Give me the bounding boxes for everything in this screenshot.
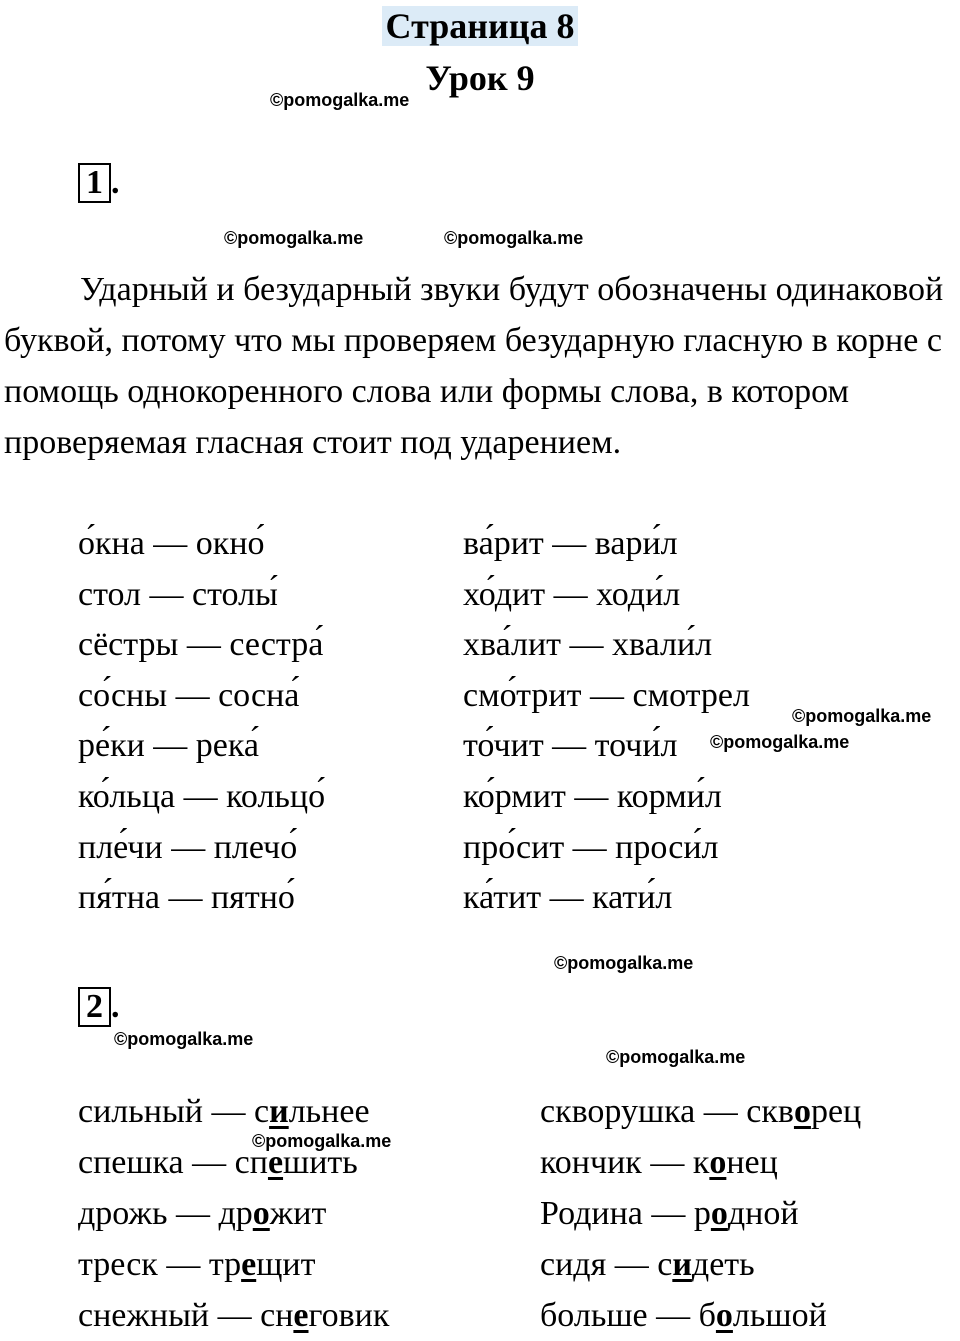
watermark: ©pomogalka.me bbox=[792, 706, 932, 726]
word-pair bbox=[540, 1086, 861, 1137]
word-pair bbox=[540, 1239, 861, 1290]
watermark: ©pomogalka.me bbox=[710, 732, 850, 752]
task-2-number-box: 2 bbox=[78, 987, 111, 1027]
watermark: ©pomogalka.me bbox=[270, 90, 410, 110]
task-1-text: Ударный и безударный звуки будут обозначены одинаковой буквой, потому что мы проверяем безударную гласную в корне с помощь однокоренного слова или формы слова, в котором проверяемая гласная стоит под ударением. bbox=[4, 271, 944, 461]
checked-letter: и bbox=[672, 1246, 692, 1283]
dash: — bbox=[217, 1297, 252, 1334]
dash: — bbox=[192, 1144, 227, 1181]
watermark: ©pomogalka.me bbox=[224, 228, 364, 248]
word-before: тр bbox=[208, 1246, 242, 1283]
word-pair: пя́тна — пятно́ bbox=[78, 879, 295, 917]
dash: — bbox=[175, 1195, 210, 1232]
word-pair bbox=[540, 1188, 861, 1239]
word-after: деть bbox=[691, 1246, 755, 1283]
word-before: р bbox=[693, 1195, 711, 1232]
word-before: с bbox=[254, 1093, 270, 1130]
word-pair: пле́чи — плечо́ bbox=[78, 828, 298, 866]
word-after: рец bbox=[810, 1093, 862, 1130]
word-pair: хва́лит — хвали́л bbox=[463, 626, 713, 664]
word-pair bbox=[78, 1290, 389, 1341]
word-pair: ко́рмит — корми́л bbox=[463, 777, 722, 815]
word: скворушка bbox=[540, 1093, 696, 1130]
dash: — bbox=[211, 1093, 246, 1130]
word-after: льшой bbox=[732, 1297, 827, 1334]
checked-letter: о bbox=[793, 1093, 811, 1130]
word-before: скв bbox=[746, 1093, 794, 1130]
dash: — bbox=[656, 1297, 691, 1334]
word-before: б bbox=[698, 1297, 716, 1334]
task-1-number: 1 . bbox=[78, 163, 120, 203]
word-pair: ка́тит — кати́л bbox=[463, 879, 673, 917]
word-pair: то́чит — точи́л bbox=[463, 727, 678, 765]
word-pair: про́сит — проси́л bbox=[463, 828, 719, 866]
word: кончик bbox=[540, 1144, 642, 1181]
checked-letter: о bbox=[709, 1144, 727, 1181]
word-pair bbox=[78, 1239, 389, 1290]
checked-letter: о bbox=[710, 1195, 728, 1232]
word-pair bbox=[78, 1137, 389, 1188]
word-pair: сёстры — сестра́ bbox=[78, 626, 324, 664]
checked-letter: и bbox=[269, 1093, 289, 1130]
task-1-right-column bbox=[463, 519, 750, 924]
word-before: к bbox=[692, 1144, 710, 1181]
word-after: щит bbox=[256, 1246, 316, 1283]
checked-letter: о bbox=[715, 1297, 733, 1334]
word-pair bbox=[78, 1086, 389, 1137]
dash: — bbox=[651, 1195, 686, 1232]
word-pair bbox=[540, 1137, 861, 1188]
word-before: сн bbox=[260, 1297, 294, 1334]
word: сильный bbox=[78, 1093, 203, 1130]
page-title-text: Страница 8 bbox=[382, 6, 579, 46]
page-title bbox=[0, 6, 960, 46]
word-pair: ко́льца — кольцо́ bbox=[78, 777, 326, 815]
word-before: сп bbox=[234, 1144, 268, 1181]
dash: — bbox=[650, 1144, 685, 1181]
checked-letter: о bbox=[252, 1195, 270, 1232]
word: больше bbox=[540, 1297, 648, 1334]
watermark: ©pomogalka.me bbox=[554, 953, 694, 973]
word-pair bbox=[540, 1290, 861, 1341]
word-after: льнее bbox=[288, 1093, 370, 1130]
checked-letter: е bbox=[293, 1297, 309, 1334]
word-after: нец bbox=[726, 1144, 778, 1181]
word-pair: стол — столы́ bbox=[78, 575, 278, 613]
word: снежный bbox=[78, 1297, 210, 1334]
word-before: с bbox=[657, 1246, 673, 1283]
word-pair: со́сны — сосна́ bbox=[78, 676, 300, 714]
word: спешка bbox=[78, 1144, 184, 1181]
word: сидя bbox=[540, 1246, 607, 1283]
dash: — bbox=[614, 1246, 649, 1283]
word-after: жит bbox=[269, 1195, 327, 1232]
checked-letter: е bbox=[267, 1144, 284, 1181]
watermark: ©pomogalka.me bbox=[444, 228, 584, 248]
dash: — bbox=[703, 1093, 738, 1130]
watermark: ©pomogalka.me bbox=[114, 1029, 254, 1049]
word-after: дной bbox=[727, 1195, 799, 1232]
word: треск bbox=[78, 1246, 158, 1283]
lesson-title: Урок 9 bbox=[425, 58, 535, 98]
watermark: ©pomogalka.me bbox=[606, 1047, 746, 1067]
checked-letter: е bbox=[241, 1246, 257, 1283]
dash: — bbox=[166, 1246, 201, 1283]
word-after: шить bbox=[283, 1144, 358, 1181]
task-1-number-box: 1 bbox=[78, 163, 111, 203]
word-before: др bbox=[218, 1195, 253, 1232]
task-1-left-column bbox=[78, 519, 325, 924]
word: Родина bbox=[540, 1195, 643, 1232]
word-after: говик bbox=[308, 1297, 390, 1334]
word-pair: ре́ки — река́ bbox=[78, 727, 259, 765]
task-2-number: 2 . bbox=[78, 987, 120, 1027]
word: дрожь bbox=[78, 1195, 168, 1232]
word-pair: о́кна — окно́ bbox=[78, 525, 265, 562]
task-2-right-column bbox=[540, 1086, 861, 1341]
watermark: ©pomogalka.me bbox=[252, 1131, 392, 1151]
word-pair: ва́рит — вари́л bbox=[463, 525, 678, 562]
word-pair: хо́дит — ходи́л bbox=[463, 575, 681, 613]
task-2-left-column bbox=[78, 1086, 392, 1341]
word-pair: смо́трит — смотрел bbox=[463, 676, 750, 714]
word-pair bbox=[78, 1188, 389, 1239]
